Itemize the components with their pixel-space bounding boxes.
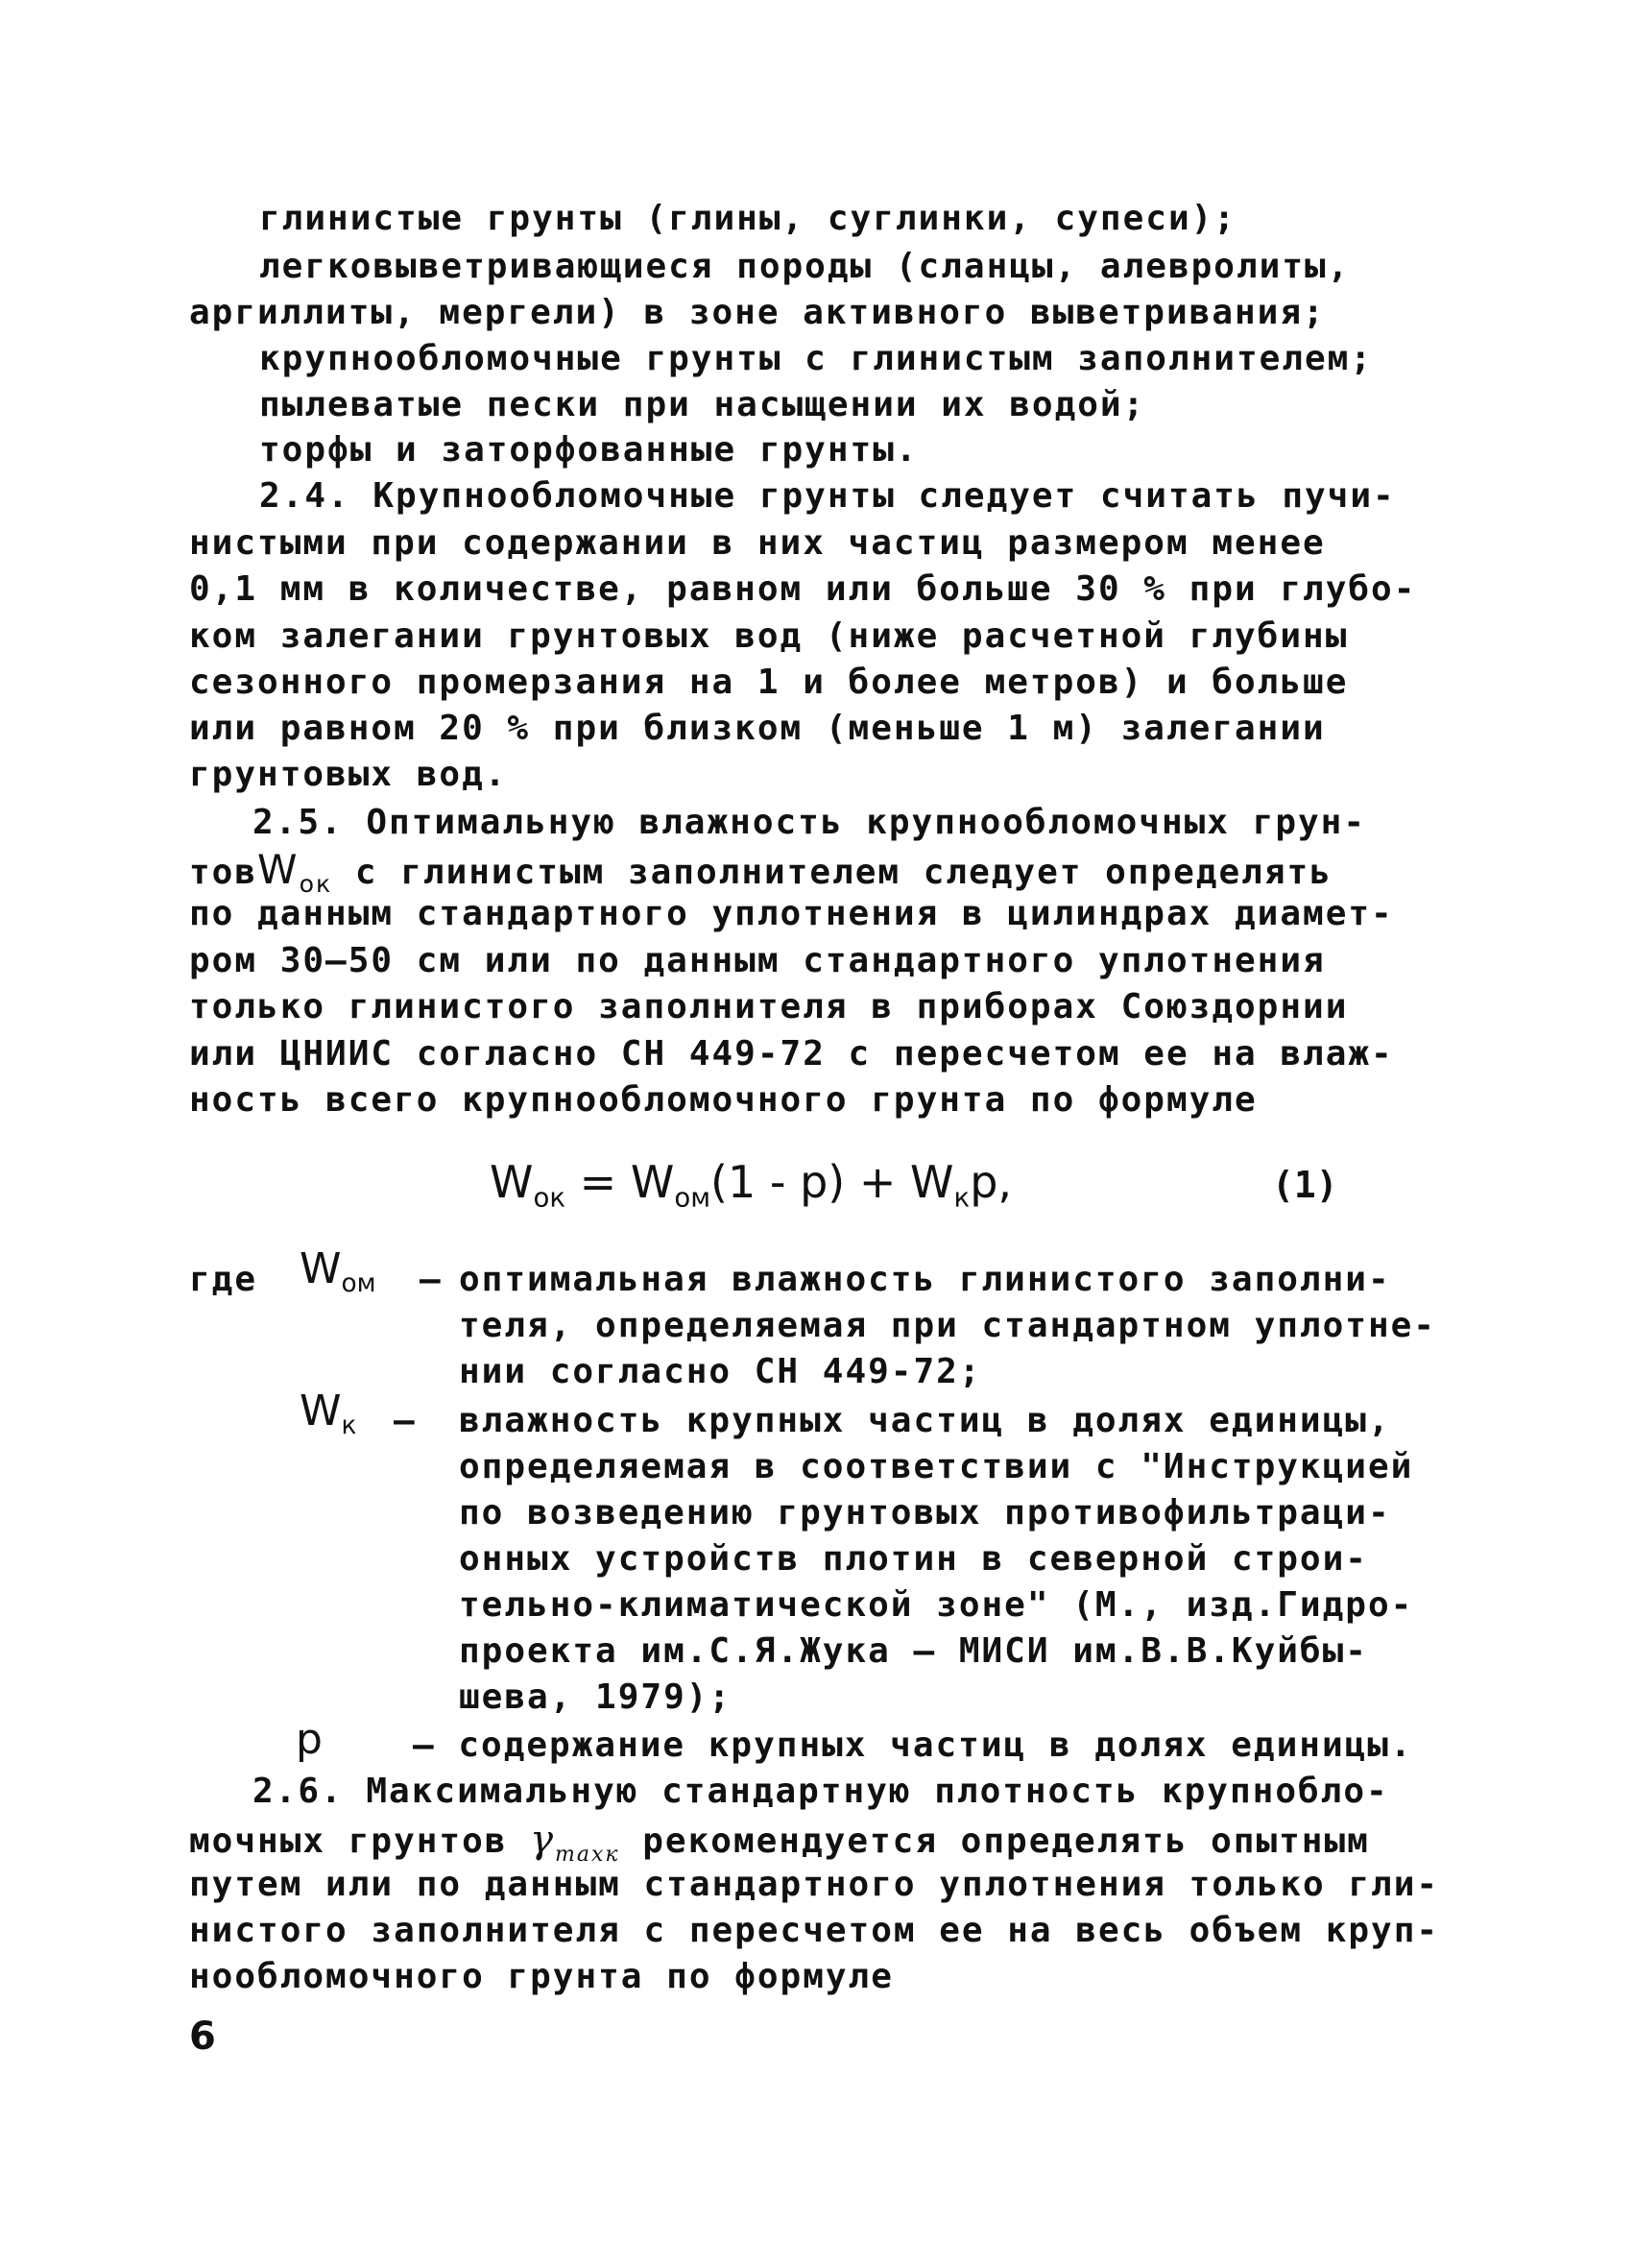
where-label: где bbox=[189, 1260, 258, 1299]
paragraph-2-5-line: или ЦНИИС согласно СН 449-72 с пересчетом ее на влаж- bbox=[189, 1034, 1394, 1074]
paragraph-2-4-line: грунтовых вод. bbox=[189, 755, 508, 794]
definition-line: по возведению грунтовых противофильтраци- bbox=[459, 1493, 1391, 1532]
equation-number: (1) bbox=[1272, 1164, 1338, 1206]
definition-line: нии согласно СН 449-72; bbox=[459, 1352, 982, 1391]
paragraph-2-5-line: ром 30–50 см или по данным стандартного уплотнения bbox=[189, 941, 1326, 980]
paragraph-2-4-line: 2.4. Крупнообломочные грунты следует считать пучи- bbox=[259, 476, 1396, 516]
paragraph-2-6-line: путем или по данным стандартного уплотнения только гли- bbox=[189, 1865, 1440, 1904]
paragraph-2-5-line: только глинистого заполнителя в приборах Союздорнии bbox=[189, 987, 1349, 1026]
definition-line: – содержание крупных частиц в долях единицы. bbox=[413, 1725, 1413, 1765]
list-item: пылеватые пески при насыщении их водой; bbox=[259, 385, 1146, 424]
definition-dash: – bbox=[420, 1260, 443, 1299]
inline-text: рекомендуется определять опытным bbox=[642, 1822, 1370, 1861]
paragraph-2-6-line bbox=[189, 1818, 1370, 1867]
definition-line: оптимальная влажность глинистого заполни- bbox=[459, 1260, 1391, 1299]
page-number: 6 bbox=[189, 2015, 216, 2059]
paragraph-2-5-line: 2.5. Оптимальную влажность крупнообломочных грун- bbox=[252, 803, 1367, 842]
paragraph-2-5-line: по данным стандартного уплотнения в цилиндрах диамет- bbox=[189, 894, 1394, 933]
definition-line: проекта им.С.Я.Жука – МИСИ им.В.В.Куйбы- bbox=[459, 1631, 1368, 1671]
symbol-gamma-max-k: $\gamma_{maxк}$ bbox=[530, 1818, 620, 1867]
list-item-continuation: аргиллиты, мергели) в зоне активного выветривания; bbox=[189, 293, 1326, 332]
definition-dash: – bbox=[394, 1401, 417, 1440]
definition-line: онных устройств плотин в северной строи- bbox=[459, 1539, 1368, 1579]
list-item: крупнообломочные грунты с глинистым заполнителем; bbox=[259, 339, 1374, 378]
symbol-p: p bbox=[296, 1715, 323, 1764]
paragraph-2-5-line bbox=[189, 846, 1333, 898]
paragraph-2-4-line: ком залегании грунтовых вод (ниже расчетной глубины bbox=[189, 616, 1349, 656]
formula-1: $W_{ок} = W_{ом}(1 - p) + W_кp$, bbox=[490, 1156, 1013, 1214]
paragraph-2-4-line: или равном 20 % при близком (меньше 1 м) залегании bbox=[189, 709, 1326, 748]
paragraph-2-6-line: 2.6. Максимальную стандартную плотность крупнобло- bbox=[252, 1772, 1389, 1811]
paragraph-2-4-line: нистыми при содержании в них частиц размером менее bbox=[189, 523, 1326, 563]
paragraph-2-5-line: ность всего крупнообломочного грунта по формуле bbox=[189, 1080, 1258, 1120]
list-item: легковыветривающиеся породы (сланцы, алевролиты, bbox=[259, 247, 1351, 286]
symbol-w-k: $W_к$ bbox=[300, 1387, 357, 1441]
definition-line: тельно-климатической зоне" (М., изд.Гидро- bbox=[459, 1585, 1414, 1625]
paragraph-2-6-line: нистого заполнителя с пересчетом ее на весь объем круп- bbox=[189, 1911, 1440, 1950]
paragraph-2-4-line: 0,1 мм в количестве, равном или больше 30 % при глубо- bbox=[189, 569, 1417, 609]
inline-text: тов bbox=[189, 853, 258, 892]
paragraph-2-6-line: нообломочного грунта по формуле bbox=[189, 1957, 894, 1996]
definition-line: шева, 1979); bbox=[459, 1677, 732, 1717]
paragraph-2-4-line: сезонного промерзания на 1 и более метров) и больше bbox=[189, 663, 1349, 702]
definition-line: влажность крупных частиц в долях единицы, bbox=[459, 1401, 1391, 1440]
list-item: торфы и заторфованные грунты. bbox=[259, 430, 919, 470]
inline-text: мочных грунтов bbox=[189, 1822, 508, 1861]
definition-line: определяемая в соответствии с "Инструкцией bbox=[459, 1447, 1414, 1486]
symbol-w-om: $W_{ом}$ bbox=[300, 1244, 376, 1299]
symbol-w-ok: $W_{ок}$ bbox=[257, 846, 333, 898]
list-item: глинистые грунты (глины, суглинки, супеси); bbox=[259, 199, 1237, 238]
definition-line: теля, определяемая при стандартном уплотне- bbox=[459, 1306, 1436, 1345]
inline-text: с глинистым заполнителем следует определять bbox=[354, 853, 1333, 892]
